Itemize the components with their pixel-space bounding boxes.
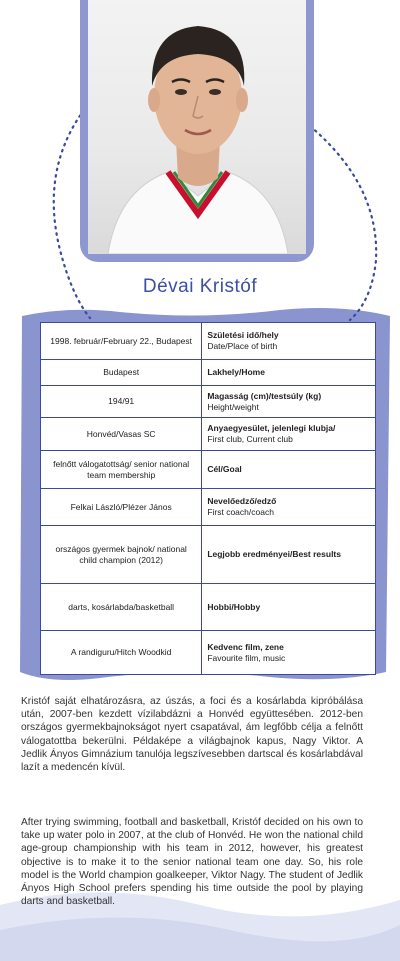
value-cell: A randiguru/Hitch Woodkid bbox=[41, 631, 202, 675]
label-hu: Anyaegyesület, jelenlegi klubja/ bbox=[207, 423, 336, 433]
player-portrait bbox=[88, 0, 306, 254]
table-row bbox=[41, 489, 376, 526]
label-cell bbox=[202, 584, 376, 631]
table-row bbox=[41, 584, 376, 631]
label-hu: Születési idő/hely bbox=[207, 330, 279, 340]
label-en: Date/Place of birth bbox=[207, 341, 278, 351]
value-cell: 194/91 bbox=[41, 386, 202, 418]
label-hu: Kedvenc film, zene bbox=[207, 641, 284, 652]
profile-table bbox=[40, 322, 376, 675]
label-en: First club, Current club bbox=[207, 434, 293, 444]
table-row bbox=[41, 323, 376, 360]
value-cell: Budapest bbox=[41, 360, 202, 386]
value-cell: Honvéd/Vasas SC bbox=[41, 418, 202, 451]
label-cell bbox=[202, 418, 376, 451]
label-hu: Hobbi/Hobby bbox=[207, 601, 261, 612]
bio-hungarian: Kristóf saját elhatározásra, az úszás, a foci és a kosárlabda kipróbálása után, 2007-ben kezdett vízilabdázni a Honvéd együttesében. 2012-ben országos gyermekbajnokságot nyert csapatával, ám legfőbb célja a felnőtt válogatottba bekerülni. Példaképe a világbajnok kapus, Nagy Viktor. A Jedlik Ányos Gimnázium tanulója legszívesebben dartscal és kosárlabdával lazít a medencén kívül. bbox=[21, 696, 363, 774]
table-row bbox=[41, 360, 376, 386]
label-hu: Lakhely/Home bbox=[207, 367, 265, 377]
value-cell: országos gyermek bajnok/ national child champion (2012) bbox=[41, 526, 202, 584]
label-cell bbox=[202, 386, 376, 418]
label-cell bbox=[202, 360, 376, 386]
table-row bbox=[41, 526, 376, 584]
label-en: First coach/coach bbox=[207, 507, 274, 517]
table-row bbox=[41, 418, 376, 451]
label-cell bbox=[202, 631, 376, 675]
table-row bbox=[41, 451, 376, 489]
table-row bbox=[41, 386, 376, 418]
value-cell: Felkai László/Plézer János bbox=[41, 489, 202, 526]
value-cell: felnőtt válogatottság/ senior national team membership bbox=[41, 451, 202, 489]
label-hu: Cél/Goal bbox=[207, 464, 242, 474]
label-cell bbox=[202, 526, 376, 584]
bio-english: After trying swimming, football and basketball, Kristóf decided on his own to take up water polo in 2007, at the club of Honvéd. He won the national child age-group championship with his team in 2012, however, his greatest objective is to make it to the senior national team one day. So, his role model is the World champion goalkeeper, Viktor Nagy. The student of Jedlik Ányos High School prefers spending his time outside the pool by playing darts and basketball. bbox=[21, 817, 363, 908]
player-name: Dévai Kristóf bbox=[142, 276, 258, 297]
label-hu: Nevelőedző/edző bbox=[207, 496, 277, 506]
label-en: Favourite film, music bbox=[207, 652, 286, 663]
label-cell bbox=[202, 323, 376, 360]
label-hu: Magasság (cm)/testsúly (kg) bbox=[207, 390, 322, 401]
label-en: Height/weight bbox=[207, 401, 259, 412]
label-cell bbox=[202, 489, 376, 526]
value-cell: 1998. február/February 22., Budapest bbox=[41, 323, 202, 360]
label-cell bbox=[202, 451, 376, 489]
value-cell: darts, kosárlabda/basketball bbox=[41, 584, 202, 631]
label-hu: Legjobb eredményei/Best results bbox=[207, 549, 341, 559]
table-row bbox=[41, 631, 376, 675]
